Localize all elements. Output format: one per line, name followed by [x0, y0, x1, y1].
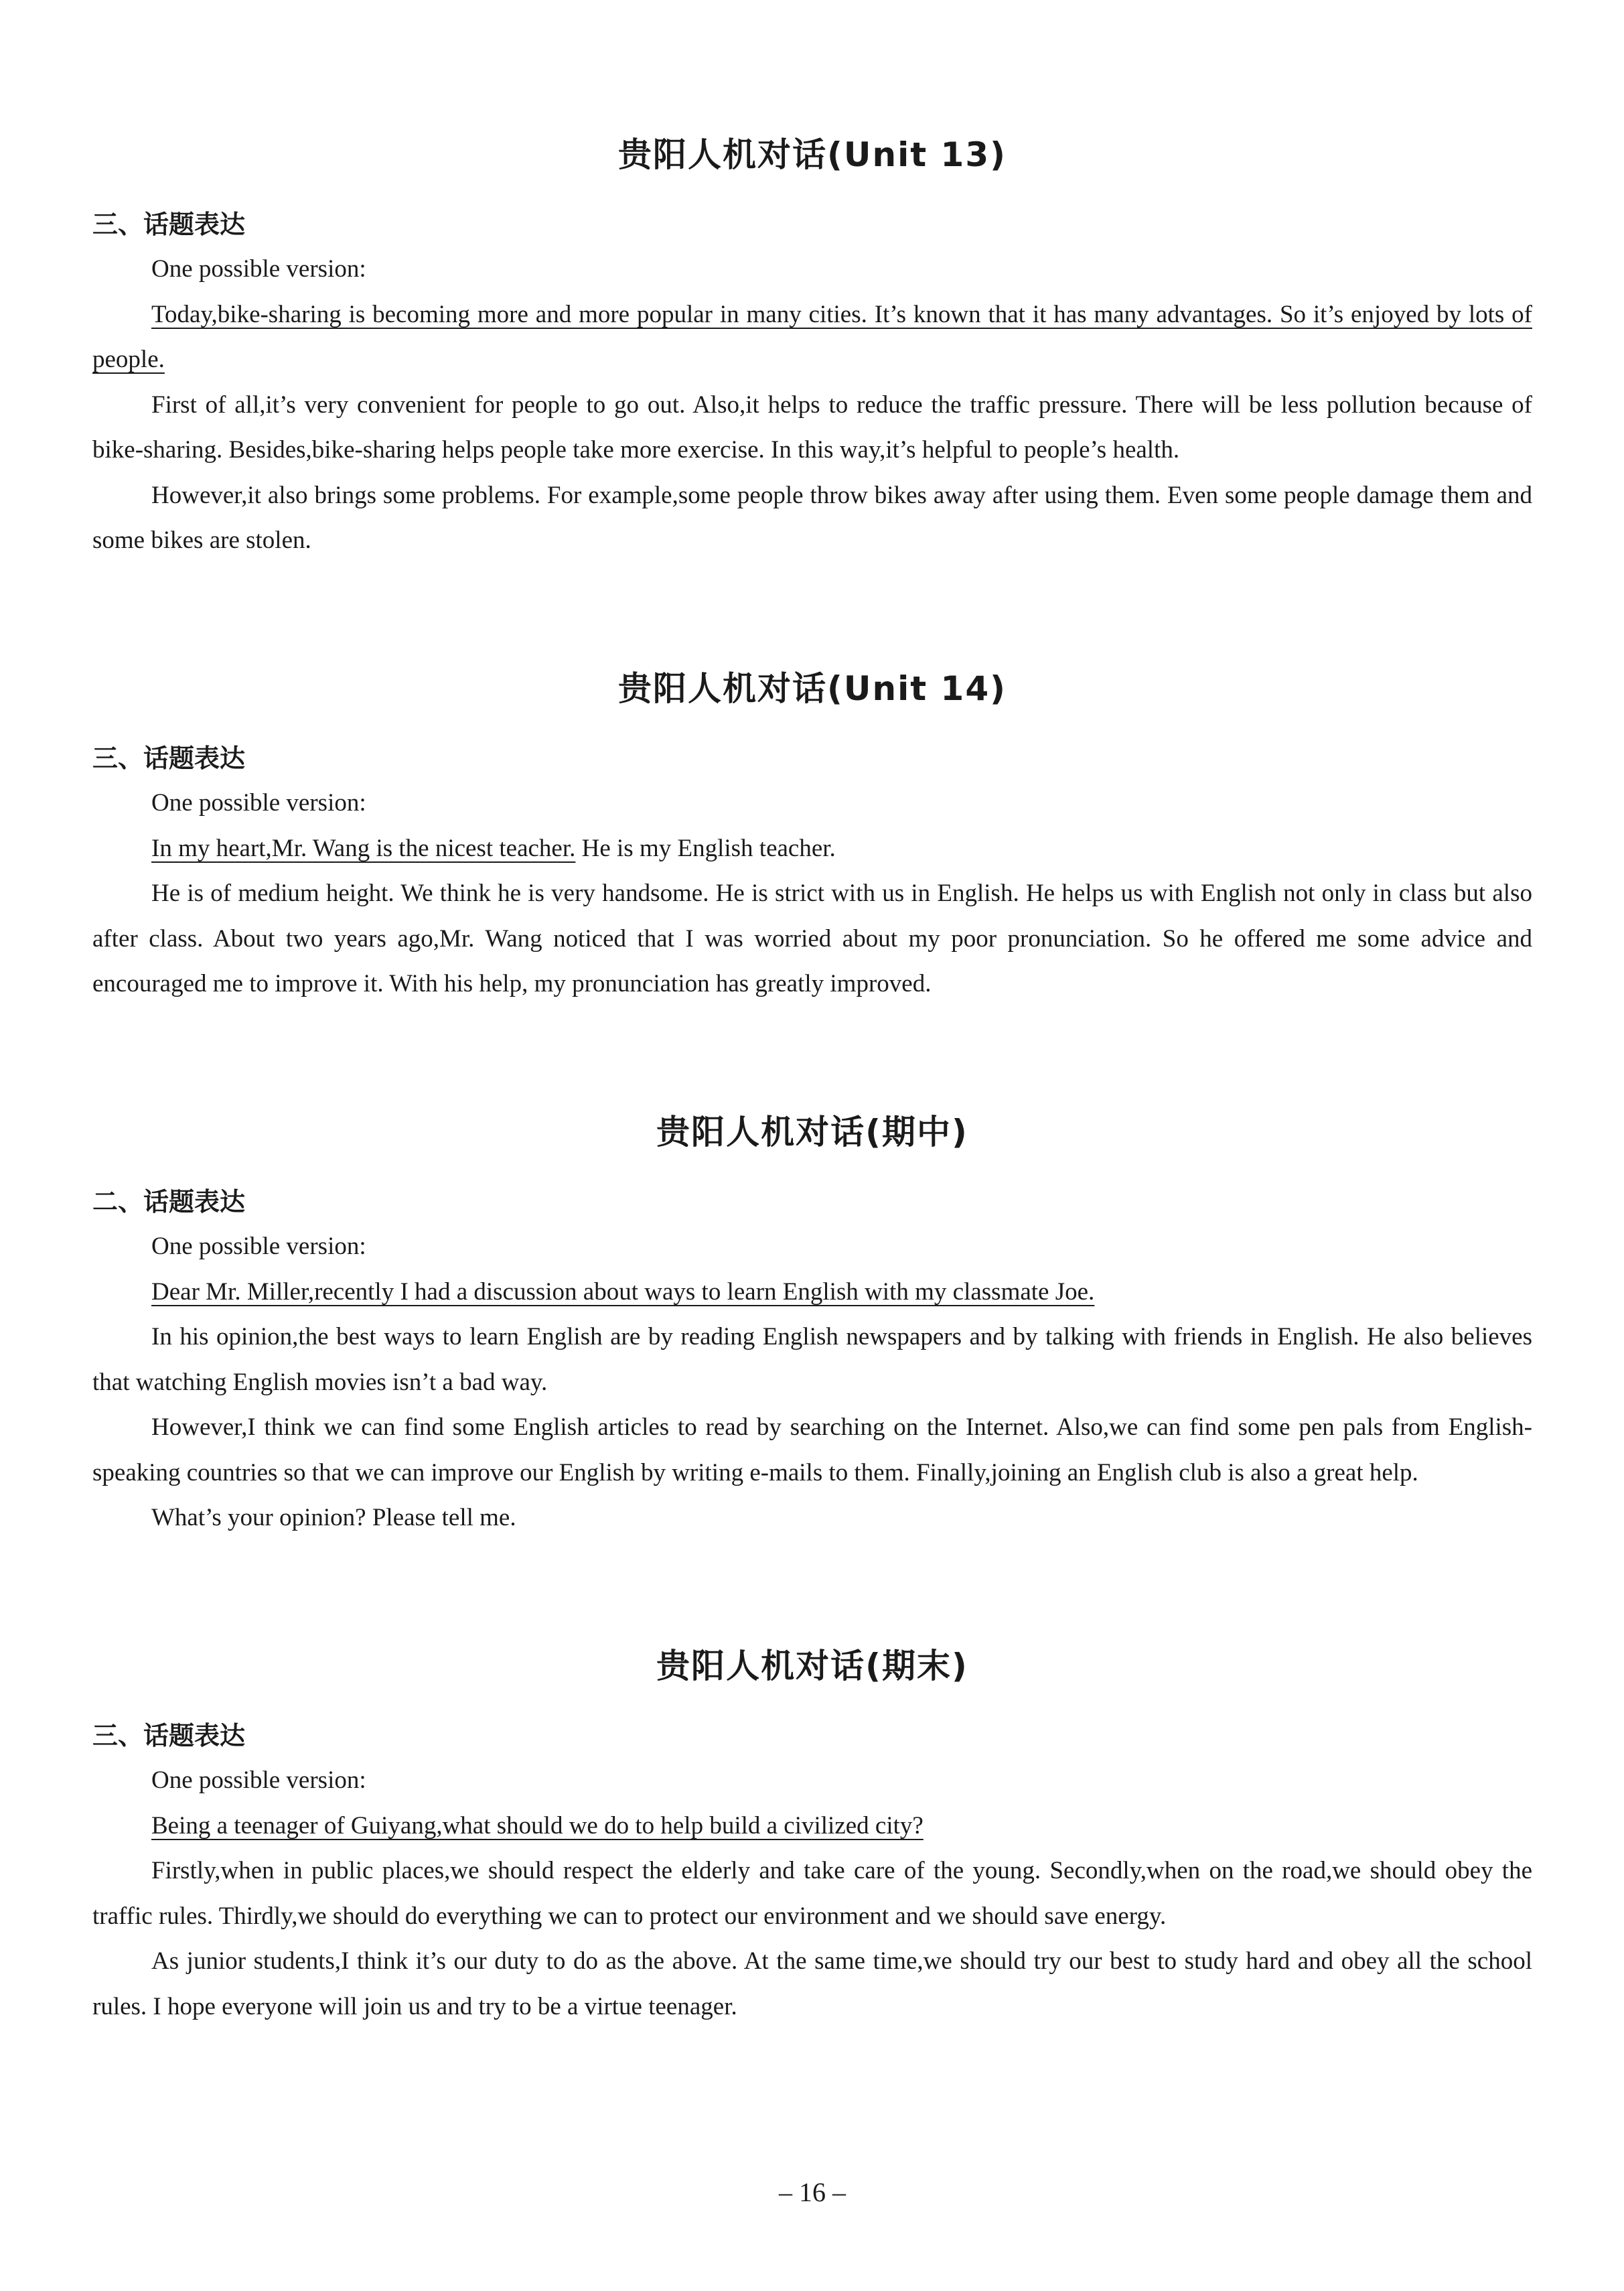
body-paragraph: As junior students,I think it’s our duty to do as the above. At the same time,we should try our best to study hard and obey all the school rules. I hope everyone will join us and try to be a virtue teenager.: [92, 1947, 1532, 2020]
underlined-sentence: Dear Mr. Miller,recently I had a discussion about ways to learn English with my classmate Joe.: [151, 1277, 1095, 1306]
body-paragraph: In his opinion,the best ways to learn English are by reading English newspapers and by talking with friends in English. He also believes that watching English movies isn’t a bad way.: [92, 1323, 1532, 1396]
section-title: 贵阳人机对话(期中): [656, 1113, 968, 1152]
section-title: 贵阳人机对话(期末): [656, 1647, 968, 1685]
underlined-paragraph: [92, 1269, 1532, 1315]
underlined-sentence: Being a teenager of Guiyang,what should we do to help build a civilized city?: [151, 1811, 924, 1839]
body-paragraph: Firstly,when in public places,we should respect the elderly and take care of the young. Secondly,when on the road,we should obey the traffic rules. Thirdly,we should do everything we can to protect our environment and we should save energy.: [92, 1857, 1532, 1930]
underlined-sentence: Today,bike-sharing is becoming more and more popular in many cities. It’s known that it has many advantages. So it’s enjoyed by lots of people.: [92, 300, 1532, 373]
underlined-sentence: In my heart,Mr. Wang is the nicest teacher.: [151, 834, 576, 862]
body-paragraph: However,I think we can find some English articles to read by searching on the Internet. Also,we can find some pen pals from English-speaking countries so that we can improve our English by writing e-mails to them. Finally,joining an English club is also a great help.: [92, 1413, 1532, 1486]
sub-heading: 二、话题表达: [92, 1187, 246, 1217]
section-title: 贵阳人机对话(Unit 13): [618, 135, 1007, 174]
intro-line: One possible version:: [151, 789, 366, 817]
underlined-paragraph: [92, 1803, 1532, 1849]
section-midterm: [92, 1109, 1532, 1541]
intro-line: One possible version:: [151, 1766, 366, 1794]
body-paragraph: First of all,it’s very convenient for people to go out. Also,it helps to reduce the traffic pressure. There will be less pollution because of bike-sharing. Besides,bike-sharing helps people take more exercise. In this way,it’s helpful to people’s health.: [92, 391, 1532, 464]
sub-heading: 三、话题表达: [92, 1721, 246, 1750]
sub-heading: 三、话题表达: [92, 744, 246, 773]
body-paragraph: What’s your opinion? Please tell me.: [151, 1504, 516, 1531]
body-paragraph: He is of medium height. We think he is very handsome. He is strict with us in English. He helps us with English not only in class but also after class. About two years ago,Mr. Wang noticed that I was worried about my poor pronunciation. So he offered me some advice and encouraged me to improve it. With his help, my pronunciation has greatly improved.: [92, 880, 1532, 997]
intro-line: One possible version:: [151, 1233, 366, 1260]
section-unit-14: [92, 665, 1532, 1007]
section-final: [92, 1643, 1532, 2029]
sub-heading: 三、话题表达: [92, 210, 246, 239]
intro-line: One possible version:: [151, 255, 366, 283]
body-paragraph: However,it also brings some problems. For example,some people throw bikes away after using them. Even some people damage them and some bikes are stolen.: [92, 481, 1532, 554]
underlined-paragraph: [92, 826, 1532, 872]
section-unit-13: [92, 131, 1532, 563]
sentence-rest: He is my English teacher.: [575, 834, 836, 862]
document-page: [92, 0, 1532, 2291]
underlined-paragraph: [92, 292, 1532, 383]
section-title: 贵阳人机对话(Unit 14): [618, 669, 1007, 708]
page-number: – 16 –: [779, 2177, 846, 2207]
